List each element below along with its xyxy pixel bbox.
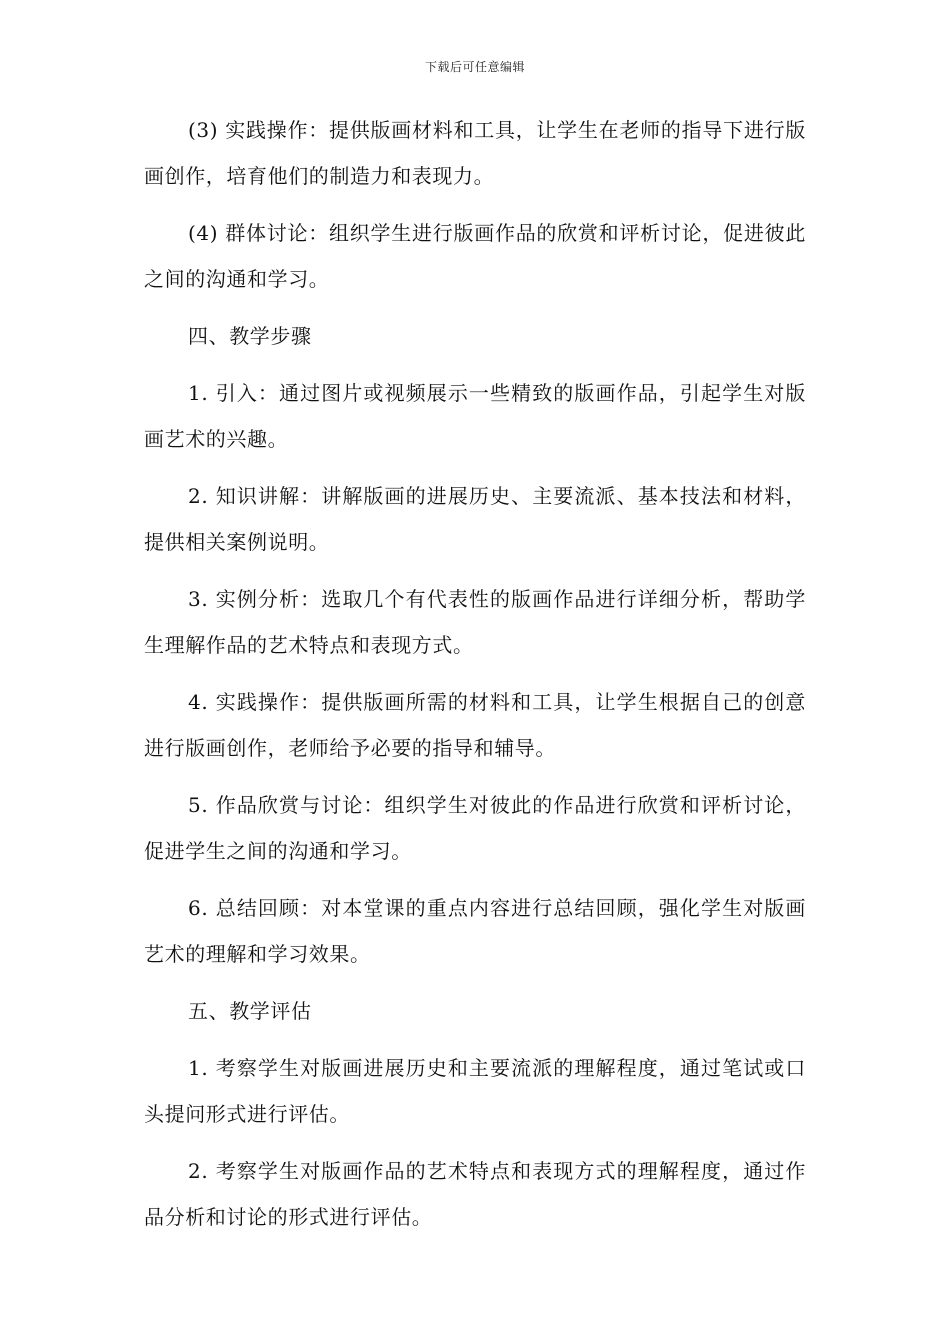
download-edit-note: 下载后可任意编辑 [424,60,525,74]
step-2-knowledge-explanation: 2. 知识讲解：讲解版画的进展历史、主要流派、基本技法和材料，提供相关案例说明。 [144,484,806,554]
step-3-case-analysis: 3. 实例分析：选取几个有代表性的版画作品进行详细分析，帮助学生理解作品的艺术特点和表现方式。 [144,587,806,657]
paragraph-group-discussion: (4) 群体讨论：组织学生进行版画作品的欣赏和评析讨论，促进彼此之间的沟通和学习。 [144,221,806,291]
evaluation-item-2: 2. 考察学生对版画作品的艺术特点和表现方式的理解程度，通过作品分析和讨论的形式进行评估。 [144,1159,806,1229]
step-6-summary-review: 6. 总结回顾：对本堂课的重点内容进行总结回顾，强化学生对版画艺术的理解和学习效果。 [144,896,806,966]
document-body [144,107,806,1251]
step-4-practice: 4. 实践操作：提供版画所需的材料和工具，让学生根据自己的创意进行版画创作，老师给予必要的指导和辅导。 [144,690,806,760]
step-5-appreciation-discussion: 5. 作品欣赏与讨论：组织学生对彼此的作品进行欣赏和评析讨论，促进学生之间的沟通和学习。 [144,793,806,863]
step-1-introduction: 1. 引入：通过图片或视频展示一些精致的版画作品，引起学生对版画艺术的兴趣。 [144,381,806,451]
paragraph-practice-operation: (3) 实践操作：提供版画材料和工具，让学生在老师的指导下进行版画创作，培育他们的制造力和表现力。 [144,118,806,188]
section-heading-teaching-steps: 四、教学步骤 [188,324,312,348]
evaluation-item-1: 1. 考察学生对版画进展历史和主要流派的理解程度，通过笔试或口头提问形式进行评估。 [144,1056,806,1126]
section-heading-teaching-evaluation: 五、教学评估 [188,999,312,1023]
